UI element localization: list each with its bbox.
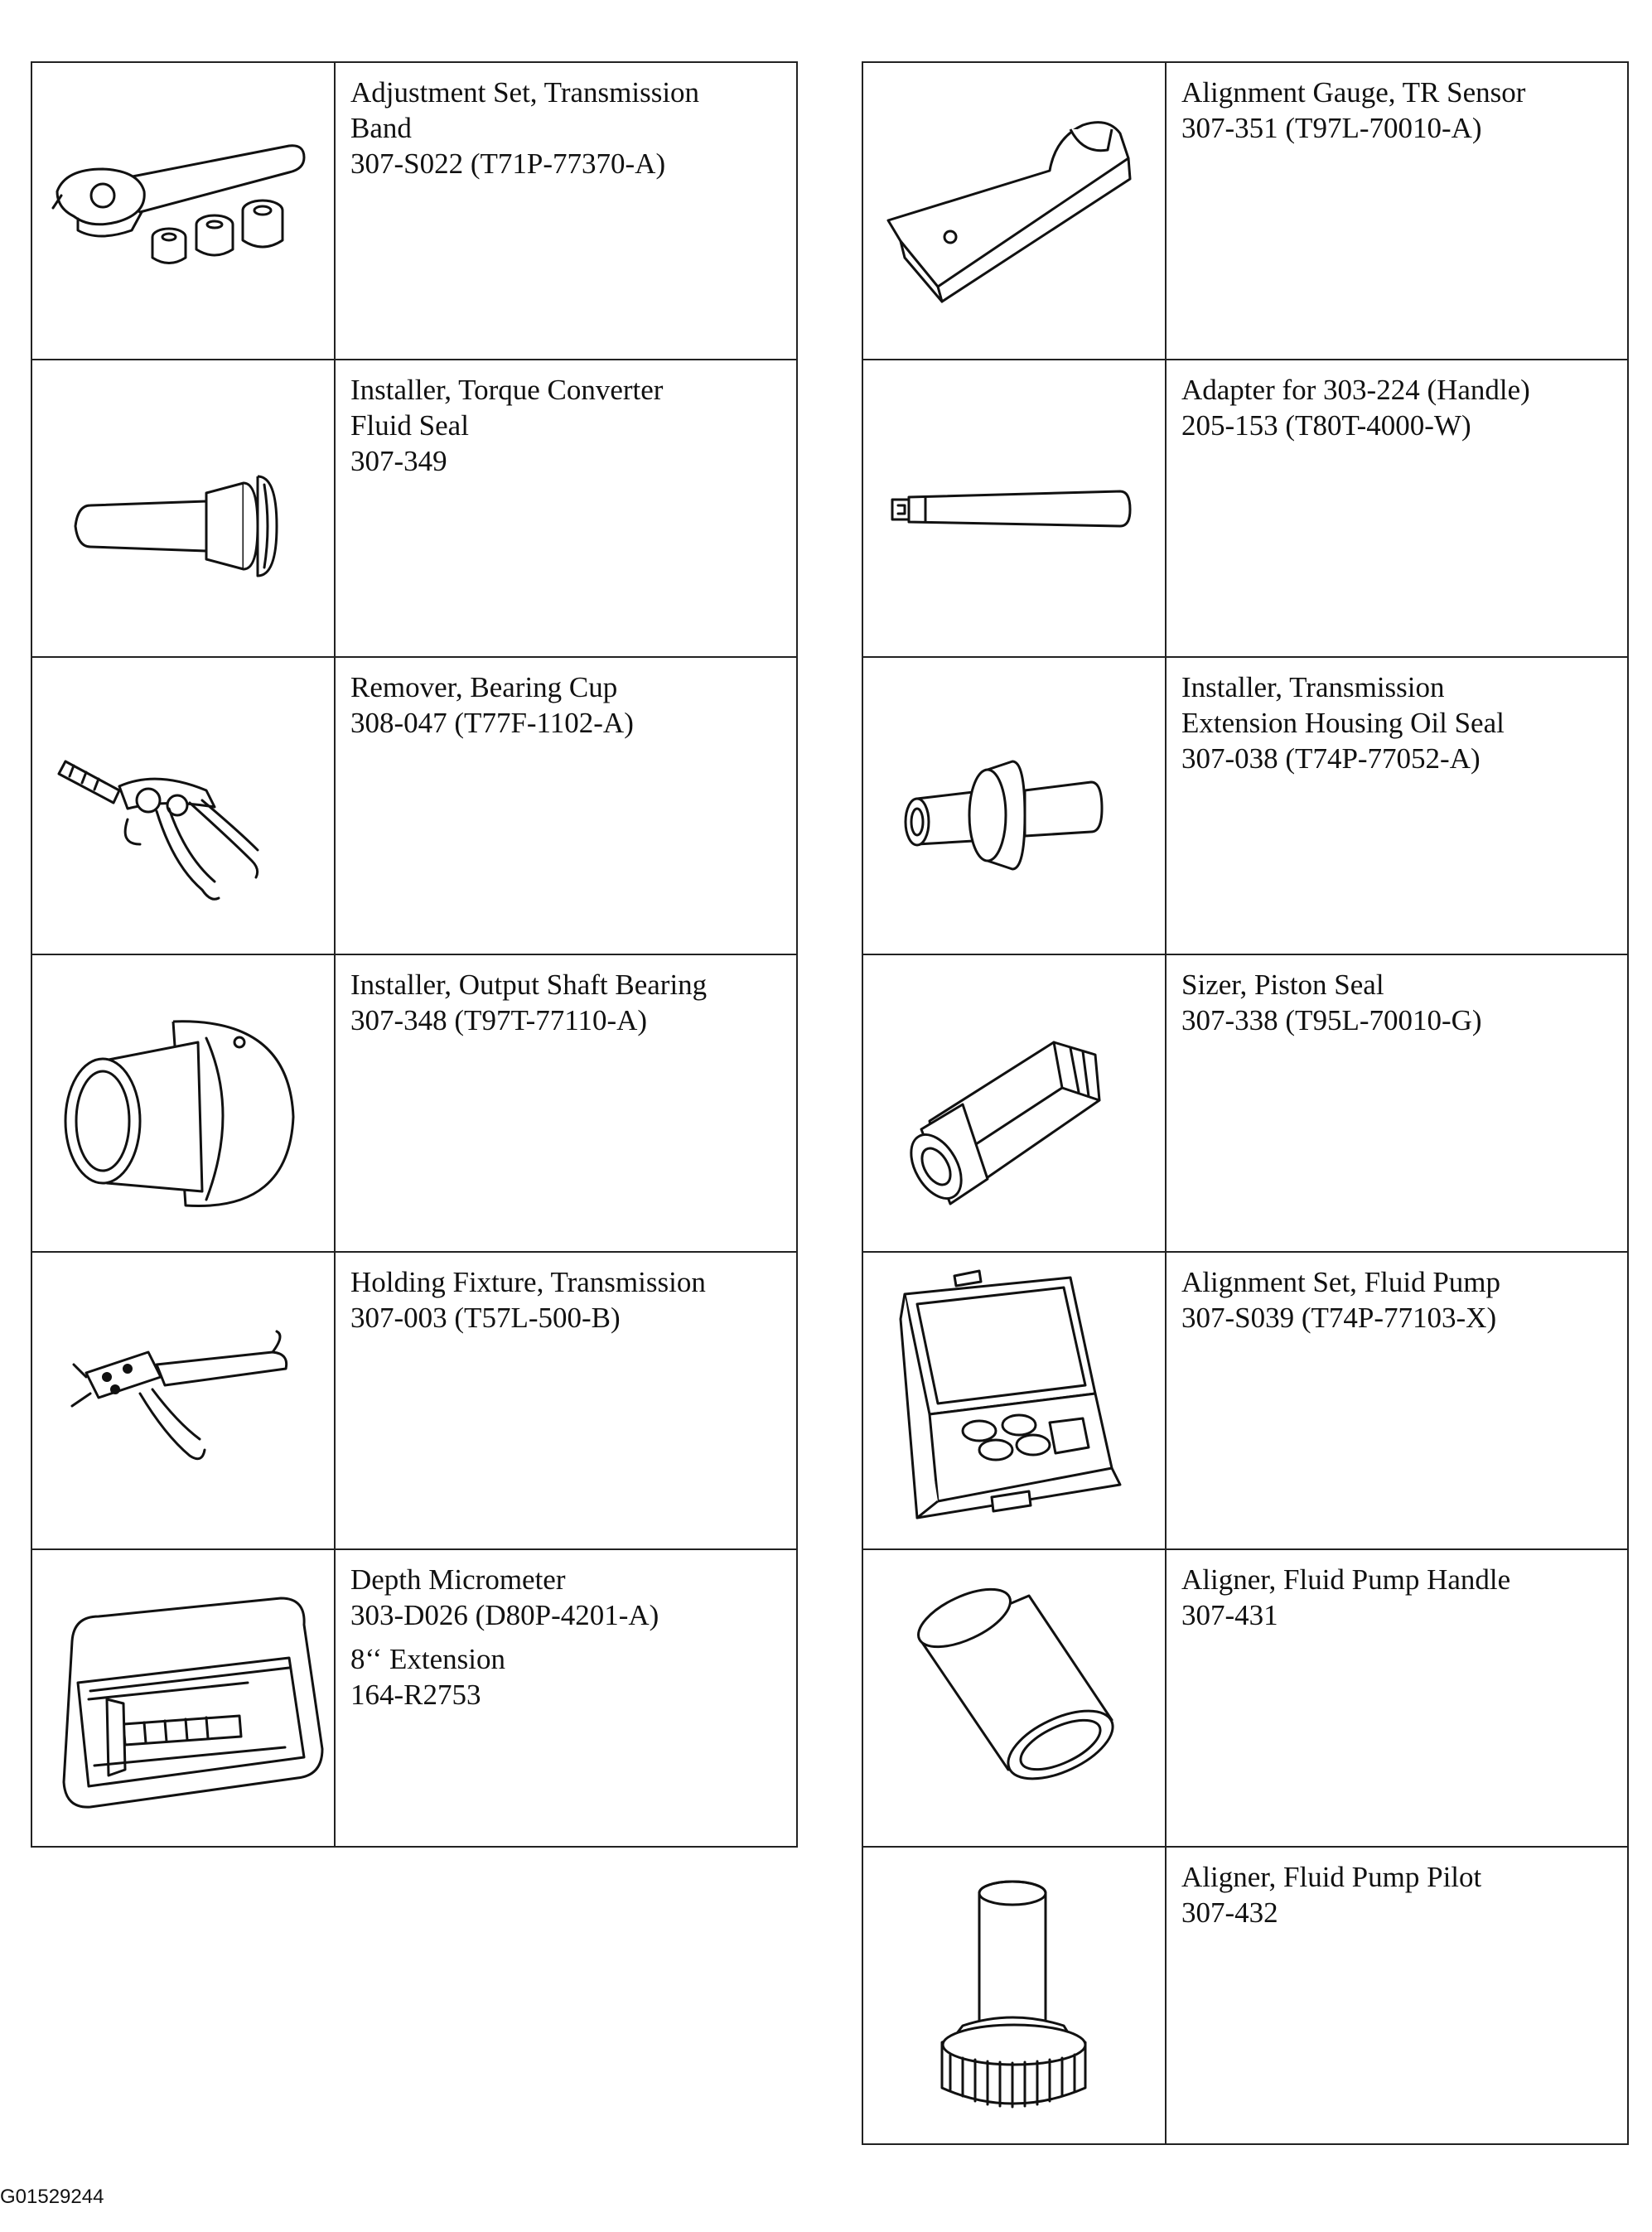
tool-image-cell	[31, 1252, 335, 1549]
fluid-pump-alignment-case-icon	[872, 1261, 1157, 1540]
tool-image-cell	[31, 954, 335, 1252]
tool-number: 308-047 (T77F-1102-A)	[350, 707, 634, 739]
holding-fixture-icon	[41, 1261, 326, 1540]
tool-text-cell	[1166, 62, 1628, 360]
tool-text-cell	[335, 1549, 797, 1847]
extension-number: 164-R2753	[350, 1679, 481, 1711]
tool-text-cell	[1166, 1847, 1628, 2144]
tool-text-cell	[1166, 1252, 1628, 1549]
table-row	[862, 1549, 1628, 1847]
tool-name: Adapter for 303-224 (Handle)	[1181, 374, 1530, 406]
tool-text-cell	[335, 360, 797, 657]
tool-text-cell	[1166, 1549, 1628, 1847]
tool-number: 307-349	[350, 445, 447, 477]
table-row	[862, 62, 1628, 360]
alignment-gauge-plate-icon	[872, 71, 1157, 350]
pump-handle-sleeve-icon	[872, 1558, 1157, 1838]
table-row	[31, 62, 797, 360]
tool-number: 303-D026 (D80P-4201-A)	[350, 1599, 659, 1631]
tool-text-cell	[1166, 657, 1628, 954]
tool-name: Adjustment Set, Transmission Band	[350, 76, 700, 144]
tool-image-cell	[862, 62, 1166, 360]
table-row	[31, 1252, 797, 1549]
knurled-pilot-icon	[872, 1856, 1157, 2135]
tool-image-cell	[862, 1252, 1166, 1549]
oil-seal-installer-icon	[872, 666, 1157, 945]
extension-name: 8‘‘ Extension	[350, 1643, 505, 1675]
table-row	[31, 360, 797, 657]
tool-image-cell	[862, 954, 1166, 1252]
table-row	[862, 657, 1628, 954]
table-row	[31, 657, 797, 954]
tool-text-cell	[335, 62, 797, 360]
tool-number: 307-351 (T97L-70010-A)	[1181, 112, 1482, 144]
tool-number: 307-S039 (T74P-77103-X)	[1181, 1302, 1497, 1334]
band-adjustment-wrench-icon	[41, 71, 326, 350]
tool-name: Installer, Torque Converter Fluid Seal	[350, 374, 664, 442]
tool-number: 307-432	[1181, 1896, 1278, 1929]
tool-number: 307-431	[1181, 1599, 1278, 1631]
table-row	[862, 1252, 1628, 1549]
tool-image-cell	[862, 360, 1166, 657]
tool-name: Aligner, Fluid Pump Handle	[1181, 1563, 1511, 1596]
tool-text-cell	[1166, 360, 1628, 657]
tool-text-cell	[335, 954, 797, 1252]
tool-image-cell	[31, 360, 335, 657]
tool-image-cell	[862, 1847, 1166, 2144]
tool-name: Remover, Bearing Cup	[350, 671, 618, 703]
tool-name: Depth Micrometer	[350, 1563, 566, 1596]
table-row	[862, 954, 1628, 1252]
tool-text-cell	[1166, 954, 1628, 1252]
tool-name: Alignment Gauge, TR Sensor	[1181, 76, 1526, 109]
left-tools-table	[31, 61, 798, 1848]
tool-image-cell	[31, 62, 335, 360]
piston-seal-sizer-icon	[872, 964, 1157, 1243]
figure-id: G01529244	[0, 2186, 104, 2208]
handle-adapter-rod-icon	[872, 369, 1157, 648]
tool-image-cell	[862, 657, 1166, 954]
tool-number: 307-348 (T97T-77110-A)	[350, 1004, 648, 1036]
bearing-installer-icon	[41, 964, 326, 1243]
tool-number: 307-S022 (T71P-77370-A)	[350, 147, 666, 180]
tool-text-cell	[335, 1252, 797, 1549]
tool-text-cell	[335, 657, 797, 954]
table-row	[862, 1847, 1628, 2144]
tool-name: Holding Fixture, Transmission	[350, 1266, 706, 1298]
tool-image-cell	[31, 657, 335, 954]
tool-image-cell	[862, 1549, 1166, 1847]
right-tools-table	[862, 61, 1629, 2145]
seal-installer-icon	[41, 369, 326, 648]
tool-number: 205-153 (T80T-4000-W)	[1181, 409, 1471, 442]
depth-micrometer-case-icon	[41, 1558, 326, 1838]
tool-name: Sizer, Piston Seal	[1181, 969, 1384, 1001]
table-row	[31, 1549, 797, 1847]
tool-name: Installer, Output Shaft Bearing	[350, 969, 708, 1001]
tool-number: 307-003 (T57L-500-B)	[350, 1302, 621, 1334]
table-row	[31, 954, 797, 1252]
tool-image-cell	[31, 1549, 335, 1847]
tool-name: Installer, Transmission Extension Housing Oil Seal	[1181, 671, 1505, 739]
tool-name: Aligner, Fluid Pump Pilot	[1181, 1861, 1482, 1893]
bearing-cup-puller-icon	[41, 666, 326, 945]
table-row	[862, 360, 1628, 657]
tool-name: Alignment Set, Fluid Pump	[1181, 1266, 1501, 1298]
tool-number: 307-338 (T95L-70010-G)	[1181, 1004, 1482, 1036]
tool-number: 307-038 (T74P-77052-A)	[1181, 742, 1481, 775]
